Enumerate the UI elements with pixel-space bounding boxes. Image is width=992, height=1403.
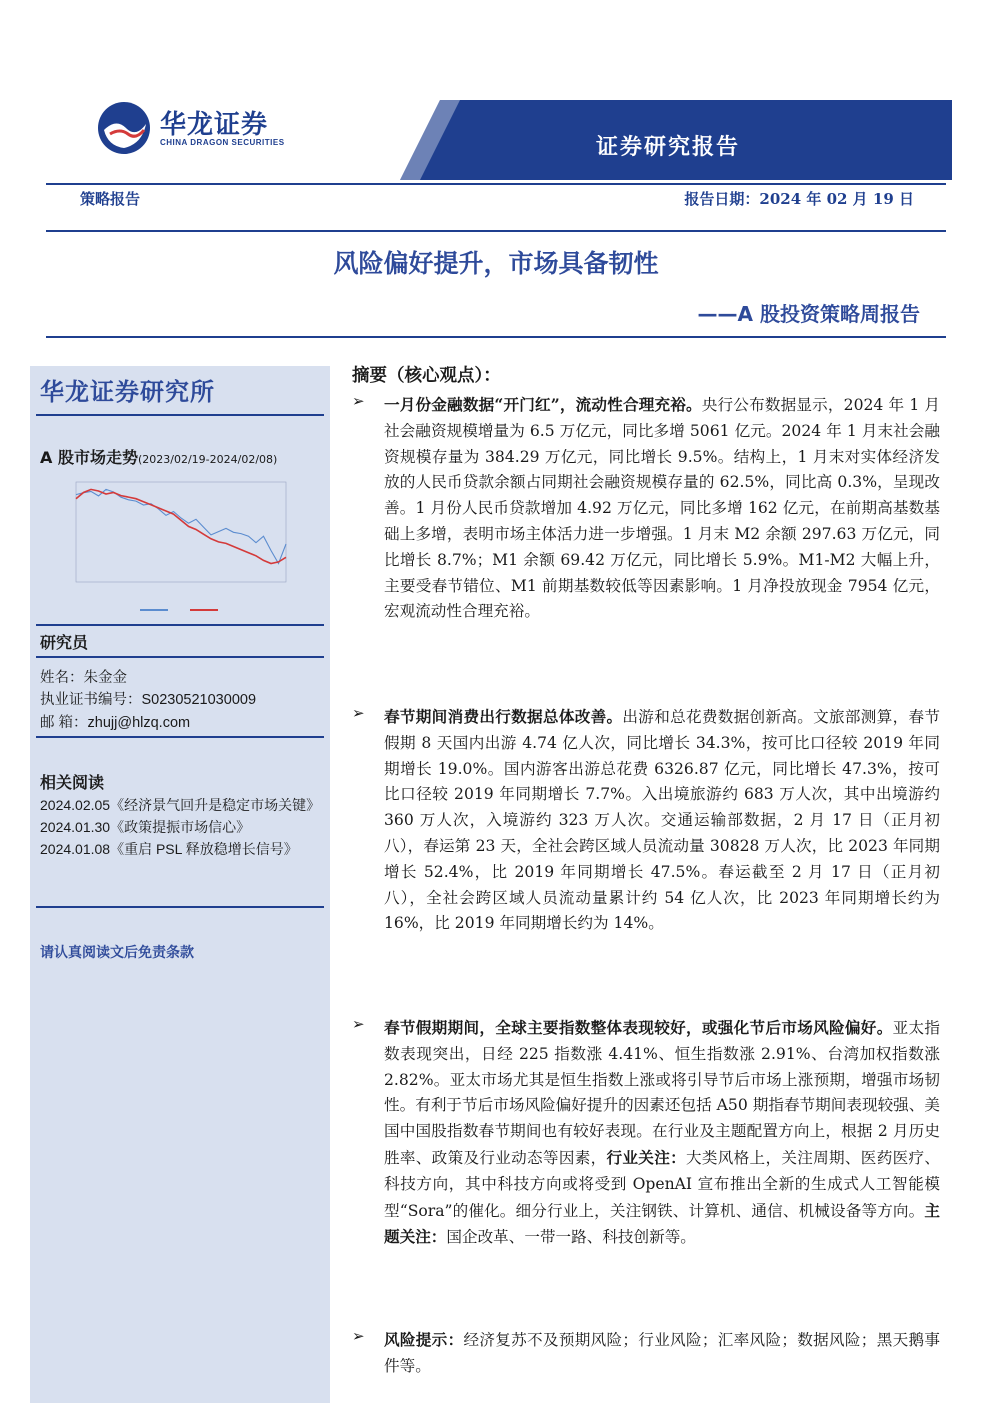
reading-item[interactable]: 2024.02.05《经济景气回升是稳定市场关键》 [40, 797, 321, 813]
bullet-bold: 主题关注： [384, 1200, 940, 1247]
analyst-heading: 研究员 [40, 633, 89, 652]
abstract-heading: 摘要（核心观点）： [352, 366, 501, 386]
banner-title: 证券研究报告 [596, 134, 741, 160]
bullet-body: 经济复苏不及预期风险；行业风险；汇率风险；数据风险；黑天鹅事件等。 [384, 1331, 940, 1375]
bullet-text [384, 1327, 940, 1380]
bullet-body: 央行公布数据显示，2024 年 1 月社会融资规模增量为 6.5 万亿元，同比多增 5061 亿元。2024 年 1 月末社会融资规模存量为 384.29 万亿元，同比增长 9.5%。结构上，1 月末对实体经济发放的人民币贷款余额占同期社会融资规模存量的 62.5%，同比高 0.3%，呈现改善。1 月份人民币贷款增加 4.92 万亿元，同比多增 162 亿元，在前期高基数基础上多增，表明市场主体活力进一步增强。1 月末 M2 余额 297.63 万亿元，同比增长 8.7%；M1 余额 69.42 万亿元，同比增长 5.9%。M1-M2 大幅上升，主要受春节错位、M1 前期基数较低等因素影响。1 月净投放现金 7954 亿元，宏观流动性合理充裕。 [384, 396, 940, 621]
chart-title-text: A 股市场走势 [40, 448, 138, 467]
series-line-1 [76, 489, 286, 563]
chart-title [40, 445, 277, 468]
bullet-bold: 一月份金融数据“开门红”，流动性合理充裕。 [384, 395, 702, 414]
logo-cn-text: 华龙证券 [160, 110, 269, 140]
series-line-0 [76, 489, 286, 563]
bullet-bold: 行业关注： [606, 1147, 686, 1167]
report-subtitle: ——A 股投资策略周报告 [697, 302, 920, 326]
header-rule [46, 183, 946, 185]
market-trend-chart [40, 472, 320, 617]
abstract-bullet [352, 392, 940, 625]
header-rule-2 [46, 230, 946, 232]
sidebar-rule [36, 624, 324, 626]
company-logo [96, 100, 296, 160]
chart-plot-frame [76, 482, 286, 582]
related-readings [40, 794, 325, 860]
report-type: 策略报告 [80, 190, 141, 208]
chart-range: (2023/02/19-2024/02/08) [137, 453, 278, 466]
report-date: 报告日期：2024 年 02 月 19 日 [684, 190, 914, 208]
dragon-logo-icon [96, 100, 152, 156]
sidebar [30, 366, 330, 1403]
bullet-bold: 春节期间消费出行数据总体改善。 [384, 707, 623, 726]
sidebar-rule [36, 906, 324, 908]
arrow-bullet-icon: ➢ [352, 704, 365, 722]
header-rule-3 [46, 336, 946, 338]
abstract-bullet [352, 704, 940, 937]
bullet-text [384, 392, 940, 625]
sidebar-rule [36, 736, 324, 738]
analyst-email[interactable]: 邮 箱：zhujj@hlzq.com [40, 715, 191, 731]
institute-name: 华龙证券研究所 [40, 378, 215, 406]
bullet-text [384, 1015, 940, 1251]
abstract-bullet [352, 1327, 940, 1380]
analyst-name: 姓名：朱金金 [40, 670, 127, 686]
reading-item[interactable]: 2024.01.08《重启 PSL 释放稳增长信号》 [40, 841, 298, 857]
arrow-bullet-icon: ➢ [352, 1015, 365, 1033]
bullet-text [384, 704, 940, 937]
reading-heading: 相关阅读 [40, 773, 105, 792]
bullet-body: 大类风格上，关注周期、医药医疗、科技方向，其中科技方向或将受到 OpenAI 宣布推出全新的生成式人工智能模型“Sora”的催化。细分行业上，关注钢铁、计算机、通信、机械设备等方向。 [384, 1148, 940, 1220]
logo-en-text: CHINA DRAGON SECURITIES [160, 138, 285, 147]
bullet-body: 国企改革、一带一路、科技创新等。 [446, 1228, 696, 1247]
reading-item[interactable]: 2024.01.30《政策提振市场信心》 [40, 819, 251, 835]
sidebar-rule [36, 656, 324, 658]
disclaimer-note: 请认真阅读文后免责条款 [40, 945, 194, 961]
abstract-bullet [352, 1015, 940, 1251]
report-title: 风险偏好提升，市场具备韧性 [333, 249, 659, 278]
bullet-bold: 春节假期期间，全球主要指数整体表现较好，或强化节后市场风险偏好。 [384, 1018, 893, 1037]
bullet-body: 出游和总花费数据创新高。文旅部测算，春节假期 8 天国内出游 4.74 亿人次，同比增长 34.3%，按可比口径较 2019 年同期增长 19.0%。国内游客出游总花费 6326.87 亿元，同比增长 47.3%，按可比口径较 2019 年同期增长 7.7%。入出境旅游约 683 万人次，其中出境游约 360 万人次，入境游约 323 万人次。交通运输部数据，2 月 17 日（正月初八），春运第 23 天，全社会跨区域人员流动量 30828 万人次，比 2023 年同期增长 52.4%，比 2019 年同期增长 47.5%。春运截至 2 月 17 日（正月初八），全社会跨区域人员流动量累计约 54 亿人次，比 2023 年同期增长约为 16%，比 2019 年同期增长约为 14%。 [384, 708, 940, 933]
sidebar-rule [36, 414, 324, 416]
arrow-bullet-icon: ➢ [352, 392, 365, 410]
arrow-bullet-icon: ➢ [352, 1327, 365, 1345]
bullet-bold: 风险提示： [384, 1330, 464, 1349]
analyst-cert: 执业证书编号：S0230521030009 [40, 692, 257, 708]
bullet-body: 亚太指数表现突出，日经 225 指数涨 4.41%、恒生指数涨 2.91%、台湾加权指数涨 2.82%。亚太市场尤其是恒生指数上涨或将引导节后市场上涨预期，增强市场韧性。有利于节后市场风险偏好提升的因素还包括 A50 期指春节期间表现较强、美国中国股指数春节期间也有较好表现。在行业及主题配置方向上，根据 2 月历史胜率、政策及行业动态等因素， [384, 1019, 940, 1167]
